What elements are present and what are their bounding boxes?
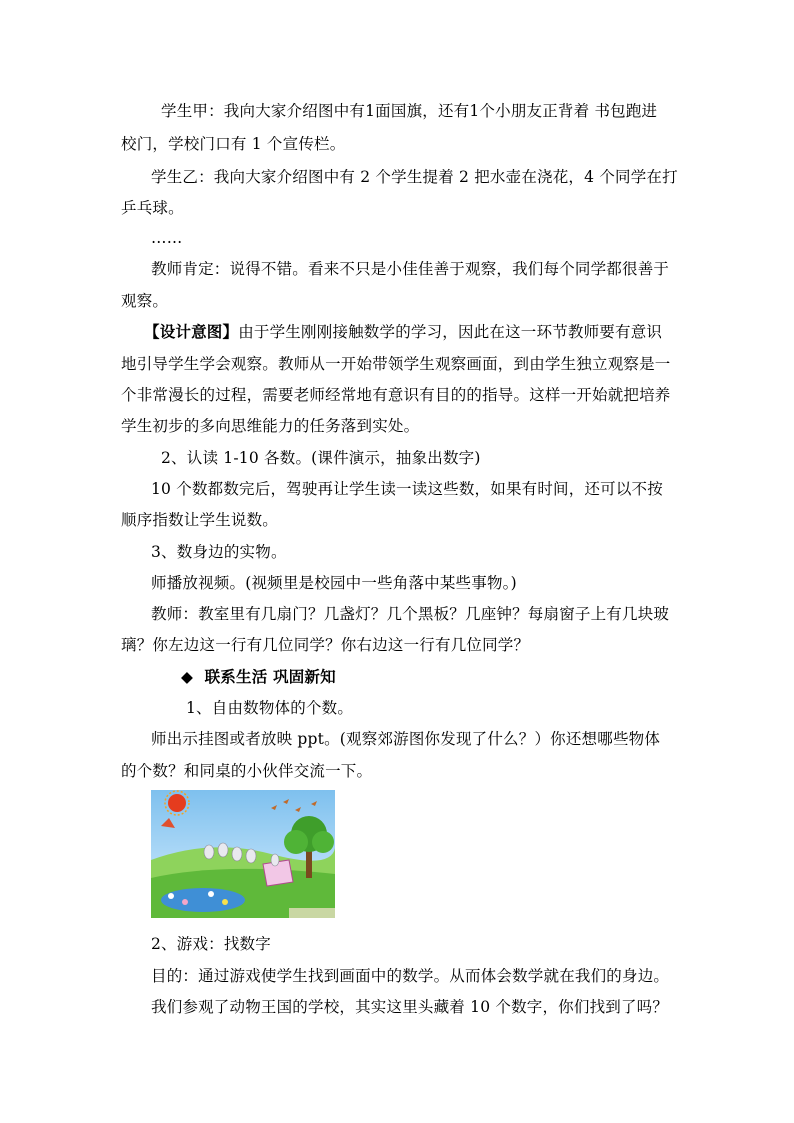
paragraph-line: 目的：通过游戏使学生找到画面中的数学。从而体会数学就在我们的身边。 [151,967,670,985]
paragraph-line: 我们参观了动物王国的学校，其实这里头藏着 10 个数字，你们找到了吗？ [151,998,669,1016]
outing-scene-illustration [151,790,335,918]
paragraph-line: 个非常漫长的过程，需要老师经常地有意识有目的的指导。这样一开始就把培养 [121,386,671,404]
bullet-heading-text: 联系生活 巩固新知 [204,667,336,686]
paragraph-line: 10 个数都数完后，驾驶再让学生读一读这些数，如果有时间，还可以不按 [151,480,663,498]
paragraph-line: 璃？你左边这一行有几位同学？你右边这一行有几位同学？ [121,636,530,654]
design-intent-line [144,322,662,342]
paragraph-line: 学生甲：我向大家介绍图中有1面国旗，还有1个小朋友正背着 书包跑进 [161,102,658,120]
ellipsis-line: …… [151,229,183,247]
paragraph-line: 乒乓球。 [121,199,184,217]
paragraph-line: 师播放视频。(视频里是校园中一些角落中某些事物。) [151,574,517,592]
outing-scene-image [151,790,335,918]
paragraph-line: 教师肯定：说得不错。看来不只是小佳佳善于观察，我们每个同学都很善于 [151,260,670,278]
design-intent-label: 【设计意图】 [144,322,239,341]
paragraph-line: 的个数？和同桌的小伙伴交流一下。 [121,762,373,780]
paragraph-line: 1、自由数物体的个数。 [186,699,354,717]
paragraph-line: 学生乙：我向大家介绍图中有 2 个学生提着 2 把水壶在浇花，4 个同学在打 [151,168,678,186]
paragraph-line: 校门，学校门口有 1 个宣传栏。 [121,135,346,153]
section-heading: 2、认读 1-10 各数。(课件演示，抽象出数字) [161,449,481,467]
paragraph-line: 观察。 [121,292,169,310]
paragraph-line: 地引导学生学会观察。教师从一开始带领学生观察画面，到由学生独立观察是一 [121,355,671,373]
section-heading: 2、游戏：找数字 [151,935,271,953]
paragraph-line: 教师：教室里有几扇门？几盏灯？几个黑板？几座钟？每扇窗子上有几块玻 [151,605,670,623]
section-heading: 3、数身边的实物。 [151,543,287,561]
paragraph-text: 由于学生刚刚接触数学的学习，因此在这一环节教师要有意识 [238,323,663,341]
bullet-heading [181,667,336,687]
paragraph-line: 师出示挂图或者放映 ppt。(观察郊游图你发现了什么？）你还想哪些物体 [151,730,661,748]
paragraph-line: 学生初步的多向思维能力的任务落到实处。 [121,417,420,435]
diamond-bullet-icon: ◆ [181,667,194,686]
paragraph-line: 顺序指数让学生说数。 [121,511,279,529]
